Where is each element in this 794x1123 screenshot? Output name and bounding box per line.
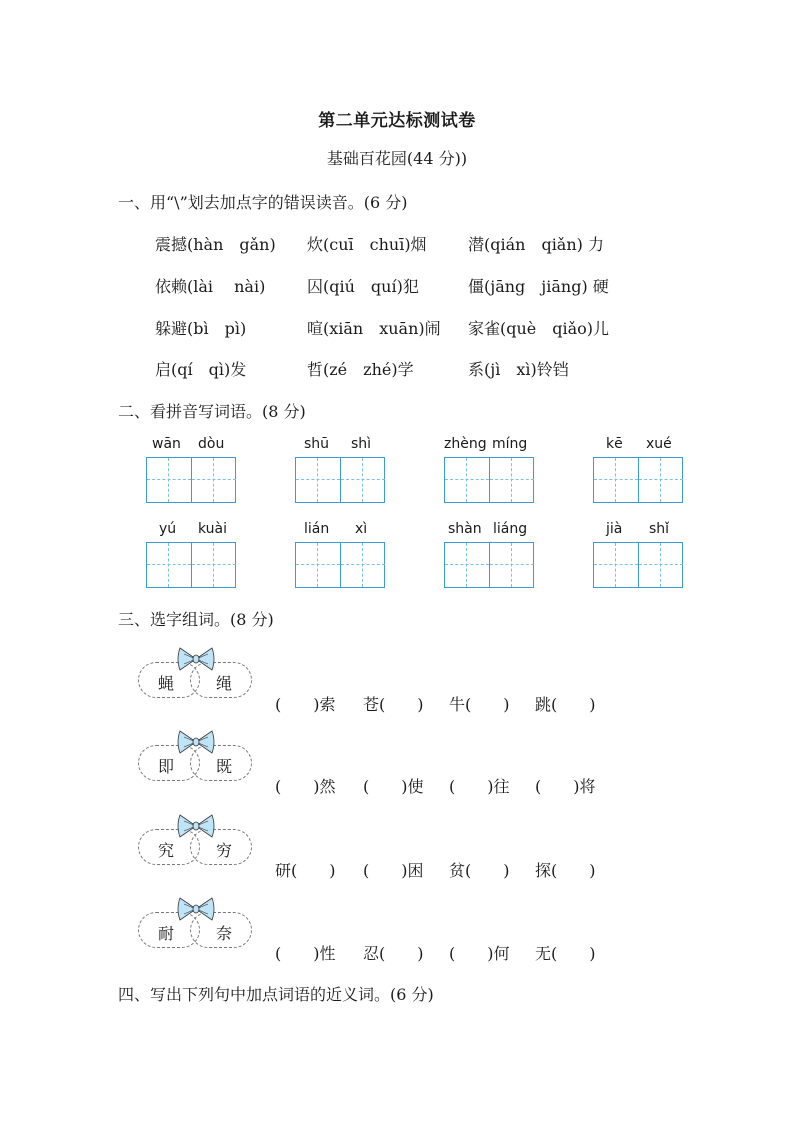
q1-item: 家雀(què qiǎo)儿 bbox=[468, 319, 610, 338]
page-subtitle: 基础百花园(44 分)) bbox=[326, 149, 468, 168]
writing-boxes[interactable] bbox=[444, 457, 534, 503]
pinyin-label: shū shì bbox=[304, 436, 372, 452]
character-option: 耐 bbox=[138, 912, 200, 948]
bow-icon bbox=[176, 646, 216, 672]
writing-boxes[interactable] bbox=[146, 457, 236, 503]
bow-icon bbox=[176, 729, 216, 755]
pinyin-label: zhèng míng bbox=[444, 436, 528, 452]
word-blank[interactable]: ( )索 bbox=[275, 695, 336, 714]
q1-item: 系(jì xì)铃铛 bbox=[468, 360, 569, 379]
character-option: 既 bbox=[190, 745, 252, 781]
word-blank[interactable]: 苍( ) bbox=[363, 695, 424, 714]
writing-boxes[interactable] bbox=[593, 457, 683, 503]
page-title: 第二单元达标测试卷 bbox=[318, 111, 476, 131]
word-blank[interactable]: ( )往 bbox=[449, 777, 510, 796]
q1-item: 潜(qián qiǎn) 力 bbox=[468, 235, 604, 254]
pinyin-label: shàn liáng bbox=[448, 521, 528, 537]
pinyin-label: kē xué bbox=[606, 436, 672, 452]
pinyin-label: lián xì bbox=[304, 521, 368, 537]
pinyin-label: yú kuài bbox=[159, 521, 228, 537]
writing-boxes[interactable] bbox=[295, 457, 385, 503]
word-blank[interactable]: 探( ) bbox=[535, 861, 596, 880]
q1-item: 躲避(bì pì) bbox=[155, 319, 247, 338]
character-option: 奈 bbox=[190, 912, 252, 948]
word-blank[interactable]: 研( ) bbox=[275, 861, 336, 880]
character-option: 绳 bbox=[190, 662, 252, 698]
word-blank[interactable]: 忍( ) bbox=[363, 944, 424, 963]
word-blank[interactable]: 贫( ) bbox=[449, 861, 510, 880]
writing-boxes[interactable] bbox=[146, 542, 236, 588]
word-blank[interactable]: 牛( ) bbox=[449, 695, 510, 714]
writing-boxes[interactable] bbox=[593, 542, 683, 588]
q1-item: 震撼(hàn gǎn) bbox=[155, 235, 276, 254]
word-blank[interactable]: ( )困 bbox=[363, 861, 424, 880]
section-1-heading: 一、用“\”划去加点字的错误读音。(6 分) bbox=[118, 193, 408, 212]
word-blank[interactable]: ( )性 bbox=[275, 944, 336, 963]
writing-boxes[interactable] bbox=[444, 542, 534, 588]
word-blank[interactable]: ( )将 bbox=[535, 777, 596, 796]
bow-icon bbox=[176, 813, 216, 839]
q1-item: 哲(zé zhé)学 bbox=[307, 360, 414, 379]
pinyin-label: jià shǐ bbox=[606, 521, 670, 537]
character-choice-group bbox=[138, 729, 256, 789]
character-choice-group bbox=[138, 896, 256, 956]
character-option: 究 bbox=[138, 829, 200, 865]
q1-item: 囚(qiú quí)犯 bbox=[307, 277, 419, 296]
bow-icon bbox=[176, 896, 216, 922]
q1-item: 依赖(lài nài) bbox=[155, 277, 266, 296]
q1-item: 僵(jāng jiāng) 硬 bbox=[468, 277, 609, 296]
word-blank[interactable]: ( )使 bbox=[363, 777, 424, 796]
section-3-heading: 三、选字组词。(8 分) bbox=[118, 610, 274, 629]
character-option: 穷 bbox=[190, 829, 252, 865]
word-blank[interactable]: ( )何 bbox=[449, 944, 510, 963]
section-2-heading: 二、看拼音写词语。(8 分) bbox=[118, 402, 306, 421]
word-blank[interactable]: 无( ) bbox=[535, 944, 596, 963]
word-blank[interactable]: 跳( ) bbox=[535, 695, 596, 714]
character-option: 即 bbox=[138, 745, 200, 781]
q1-item: 喧(xiān xuān)闹 bbox=[307, 319, 441, 338]
character-choice-group bbox=[138, 646, 256, 706]
character-choice-group bbox=[138, 813, 256, 873]
character-option: 蝇 bbox=[138, 662, 200, 698]
pinyin-label: wān dòu bbox=[152, 436, 225, 452]
q1-item: 炊(cuī chuī)烟 bbox=[307, 235, 427, 254]
writing-boxes[interactable] bbox=[295, 542, 385, 588]
q1-item: 启(qí qì)发 bbox=[155, 360, 247, 379]
section-4-heading: 四、写出下列句中加点词语的近义词。(6 分) bbox=[118, 985, 434, 1004]
word-blank[interactable]: ( )然 bbox=[275, 777, 336, 796]
